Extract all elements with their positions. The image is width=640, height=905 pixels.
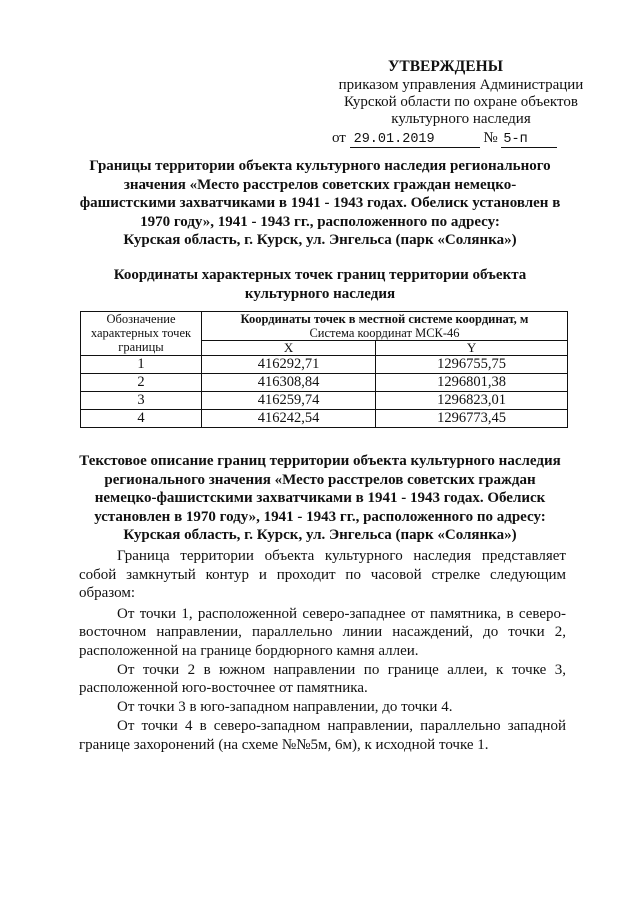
table-row (81, 410, 568, 428)
point-number: 4 (81, 410, 202, 428)
paragraph: От точки 2 в южном направлении по границе аллеи, к точке 3, расположенной юго-восточнее от памятника. (79, 661, 566, 696)
title-line: Текстовое описание границ территории объекта культурного наследия (79, 453, 561, 469)
title-line: регионального значения «Место расстрелов советских граждан (104, 471, 536, 488)
title-line: фашистскими захватчиками в 1941 - 1943 годах. Обелиск установлен в (79, 195, 561, 211)
approval-block (316, 58, 606, 148)
table-row (81, 374, 568, 392)
header-x: X (202, 341, 376, 356)
paragraph: От точки 4 в северо-западном направлении, параллельно западной границе захоронений (на схеме №№5м, 6м), к исходной точке 1. (79, 718, 566, 753)
y-coordinate: 1296773,45 (376, 410, 568, 428)
point-number: 1 (81, 356, 202, 374)
order-reference (316, 130, 606, 148)
coordinates-table (80, 311, 568, 428)
approval-line: Курской области по охране объектов (344, 94, 578, 110)
point-number: 2 (81, 374, 202, 392)
order-date: 29.01.2019 (350, 133, 480, 148)
x-coordinate: 416242,54 (202, 410, 376, 428)
title-line: Курская область, г. Курск, ул. Энгельса (парк «Солянка») (123, 527, 517, 543)
title-line: 1970 году», 1941 - 1943 гг., расположенного по адресу: (140, 213, 500, 230)
x-coordinate: 416292,71 (202, 356, 376, 374)
paragraph: От точки 1, расположенной северо-западнее от памятника, в северо-восточном направлении, параллельно линии насаждений, до точки 2, расположенной на границе бордюрного камня аллеи. (79, 605, 566, 659)
order-prefix: от (332, 130, 346, 146)
table-header-row (81, 312, 568, 341)
text-description-title (60, 452, 580, 545)
header-y: Y (376, 341, 568, 356)
order-number: 5-п (501, 133, 557, 148)
header-designation-line: границы (118, 340, 164, 354)
order-number-prefix: № (483, 130, 498, 146)
approval-line: приказом управления Администрации (338, 77, 584, 93)
y-coordinate: 1296823,01 (376, 392, 568, 410)
approval-line: культурного наследия (391, 111, 531, 127)
point-number: 3 (81, 392, 202, 410)
header-coordinate-system: Система координат МСК-46 (309, 326, 460, 340)
table-row (81, 392, 568, 410)
header-coordinates (202, 312, 568, 341)
header-designation (81, 312, 202, 356)
x-coordinate: 416308,84 (202, 374, 376, 392)
title-line: установлен в 1970 году», 1941 - 1943 гг., расположенного по адресу: (94, 508, 546, 525)
paragraph: От точки 3 в юго-западном направлении, до точки 4. (117, 699, 453, 715)
header-designation-line: Обозначение (106, 312, 176, 326)
x-coordinate: 416259,74 (202, 392, 376, 410)
approved-title: УТВЕРЖДЕНЫ (388, 58, 503, 75)
title-line: Границы территории объекта культурного наследия регионального (89, 158, 551, 174)
boundary-description (79, 547, 566, 755)
document-title (60, 157, 580, 250)
title-line: Курская область, г. Курск, ул. Энгельса (парк «Солянка») (123, 232, 517, 248)
title-line: культурного наследия (244, 285, 396, 302)
title-line: значения «Место расстрелов советских граждан немецко- (123, 176, 517, 193)
paragraph: Граница территории объекта культурного наследия представляет собой замкнутый контур и проходит по часовой стрелке следующим образом: (79, 548, 566, 601)
header-designation-line: характерных точек (90, 326, 192, 340)
table-row (81, 356, 568, 374)
y-coordinate: 1296801,38 (376, 374, 568, 392)
title-line: Координаты характерных точек границ территории объекта (113, 267, 527, 283)
coordinates-section-title (60, 266, 580, 303)
title-line: немецко-фашистскими захватчиками в 1941 - 1943 годах. Обелиск (94, 490, 546, 506)
y-coordinate: 1296755,75 (376, 356, 568, 374)
header-coordinates-title: Координаты точек в местной системе координат, м (240, 312, 529, 326)
